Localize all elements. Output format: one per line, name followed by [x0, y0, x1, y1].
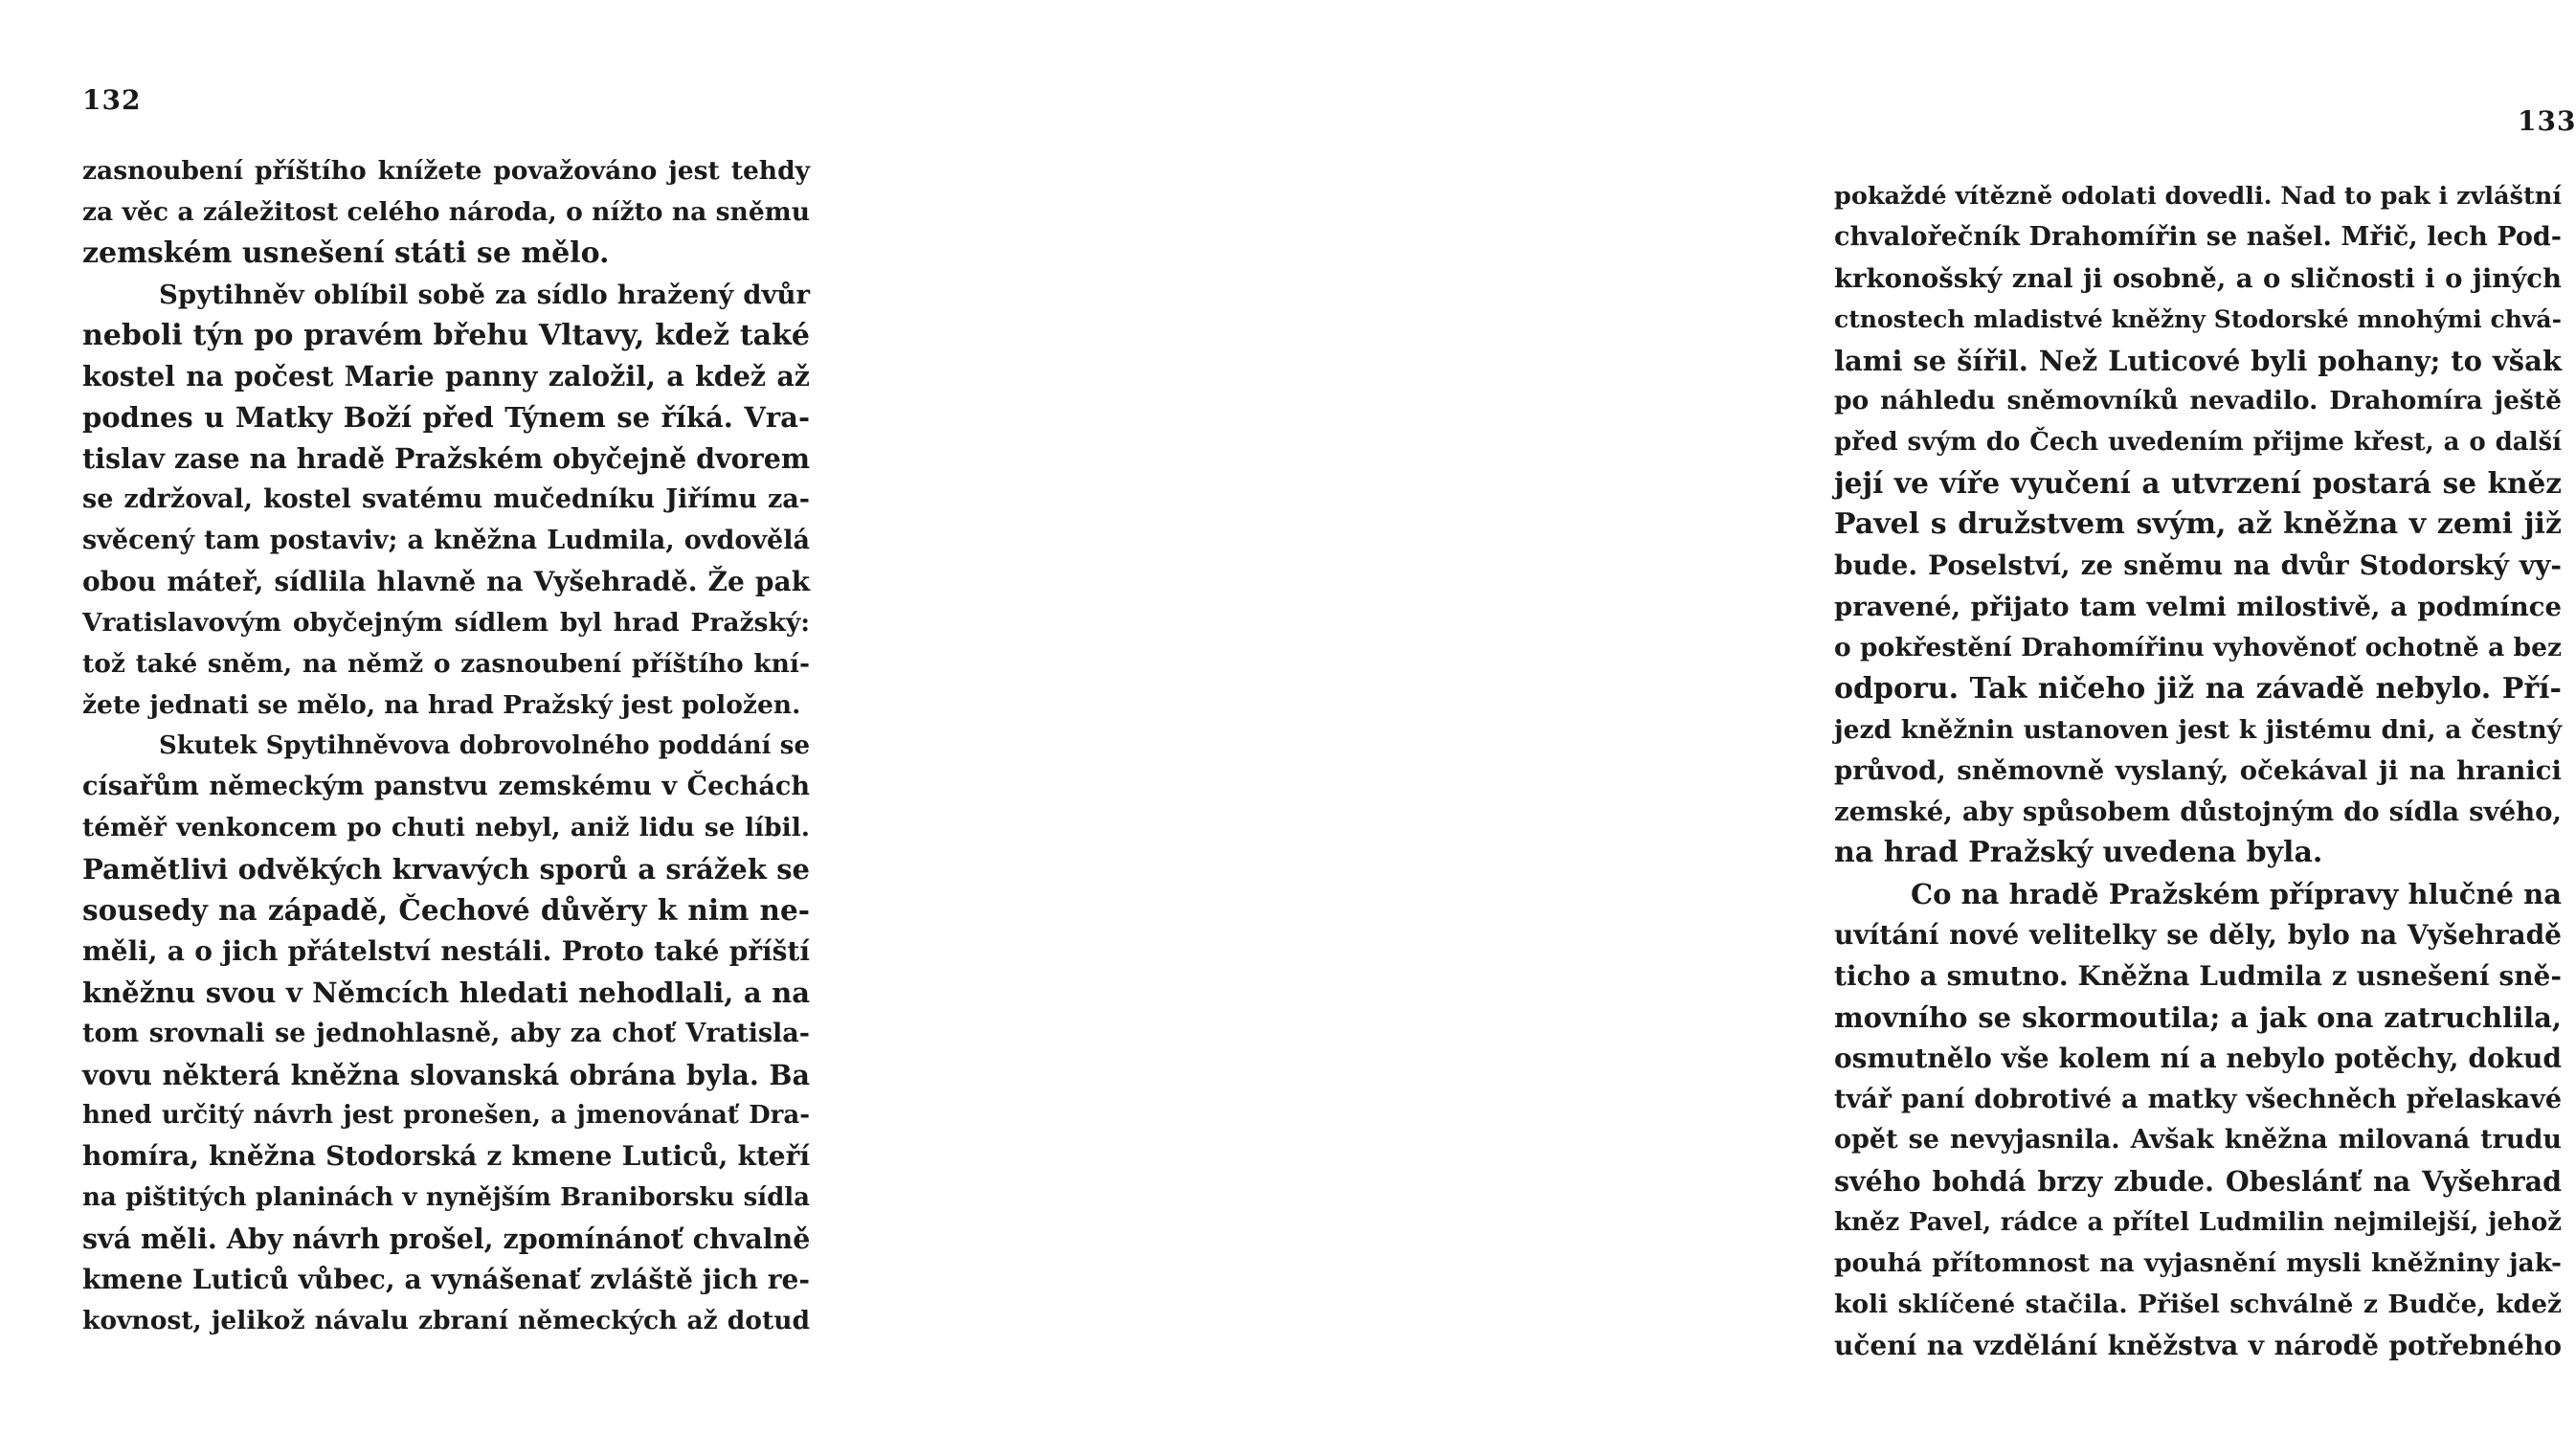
page-number-right: 133 — [2518, 105, 2576, 137]
text-line: ctnostech mladistvé kněžny Stodorské mnohými chvá- — [1834, 304, 2562, 333]
text-line: Pamětlivi odvěkých krvavých sporů a srážek se — [82, 853, 810, 886]
text-line: podnes u Matky Boží před Týnem se říká. Vra- — [82, 401, 810, 435]
text-line: učení na vzdělání kněžstva v národě potřebného — [1834, 1329, 2562, 1361]
text-line: Co na hradě Pražském přípravy hlučné na — [1911, 878, 2562, 911]
text-line: Skutek Spytihněvova dobrovolného poddání se — [159, 731, 810, 761]
text-line: za věc a záležitost celého národa, o nížto na sněmu — [82, 196, 810, 227]
text-line: císařům německým panstvu zemskému v Čechách — [82, 772, 810, 802]
text-line: neboli týn po pravém břehu Vltavy, kdež také — [82, 318, 810, 352]
text-line: osmutnělo vše kolem ní a nebylo potěchy, dokud — [1834, 1042, 2562, 1074]
text-line: měli, a o jich přátelství nestáli. Proto také příští — [82, 934, 810, 967]
text-line: odporu. Tak ničeho již na závadě nebylo. Pří- — [1834, 671, 2562, 706]
text-line: svá měli. Aby návrh prošel, zpomínánoť chvalně — [82, 1223, 811, 1256]
text-line: kovnost, jelikož návalu zbraní německých až dotud — [82, 1305, 810, 1335]
text-line: kmene Luticů vůbec, a vynášenať zvláště jich re- — [82, 1264, 810, 1296]
text-line: na hrad Pražský uvedena byla. — [1834, 836, 2323, 870]
text-line: Pavel s družstvem svým, až kněžna v zemi již — [1834, 507, 2562, 542]
text-line: se zdržoval, kostel svatému mučedníku Jiřímu za- — [82, 484, 810, 515]
text-line: kostel na počest Marie panny založil, a kdež až — [82, 360, 810, 393]
right-page — [873, 0, 2576, 1436]
text-line: jezd kněžnin ustanoven jest k jistému dni, a čestný — [1834, 714, 2562, 745]
text-line: žete jednati se mělo, na hrad Pražský jest položen. — [82, 689, 801, 720]
left-page — [0, 0, 873, 1436]
left-page-body — [82, 151, 810, 1342]
text-line: o pokřestění Drahomířinu vyhověnoť ochotně a bez — [1834, 632, 2562, 662]
text-line: ticho a smutno. Kněžna Ludmila z usnešení sně- — [1834, 959, 2562, 992]
right-page-body — [1834, 176, 2562, 1367]
text-line: krkonošský znal ji osobně, a o sličnosti i o jiných — [1834, 262, 2562, 294]
text-line: lami se šířil. Než Luticové byli pohany; to však — [1834, 344, 2562, 377]
text-line: téměř venkoncem po chuti nebyl, aniž lidu se líbil. — [82, 813, 810, 843]
text-line: její ve víře vyučení a utvrzení postará se kněz — [1834, 466, 2562, 501]
text-line: tom srovnali se jednohlasně, aby za choť Vratisla- — [82, 1018, 810, 1048]
text-line: pokaždé vítězně odolati dovedli. Nad to pak i zvláštní — [1834, 182, 2562, 211]
text-line: tož také sněm, na němž o zasnoubení příštího kní- — [82, 648, 810, 679]
text-line: koli sklíčené stačila. Přišel schválně z Budče, kdež — [1834, 1290, 2562, 1320]
text-line: na pištitých planinách v nynějším Braniborsku sídla — [82, 1183, 810, 1213]
text-line: hned určitý návrh jest pronešen, a jmenovánať Dra- — [82, 1101, 810, 1131]
text-line: movního se skormoutila; a jak ona zatruchlila, — [1834, 1000, 2562, 1034]
page-number-left: 132 — [82, 84, 142, 116]
text-line: zemské, aby spůsobem důstojným do sídla svého, — [1834, 797, 2562, 828]
text-line: bude. Poselství, ze sněmu na dvůr Stodorský vy- — [1834, 550, 2562, 582]
text-line: homíra, kněžna Stodorská z kmene Luticů, kteří — [82, 1140, 810, 1173]
text-line: vovu některá kněžna slovanská obrána byla. Ba — [82, 1058, 810, 1091]
text-line: průvod, sněmovně vyslaný, očekával ji na hranici — [1834, 755, 2562, 787]
text-line: před svým do Čech uvedením přijme křest, a o další — [1834, 428, 2562, 458]
text-line: svého bohdá brzy zbude. Obeslánť na Vyšehrad — [1834, 1165, 2562, 1199]
text-line: Vratislavovým obyčejným sídlem byl hrad Pražský: — [82, 607, 810, 638]
text-line: uvítání nové velitelky se děly, bylo na Vyšehradě — [1834, 919, 2562, 952]
text-line: zasnoubení příštího knížete považováno jest tehdy — [82, 156, 810, 186]
text-line: kněz Pavel, rádce a přítel Ludmilin nejmilejší, jehož — [1834, 1208, 2562, 1238]
text-line: kněžnu svou v Němcích hledati nehodlali, a na — [82, 976, 810, 1009]
text-line: pravené, přijato tam velmi milostivě, a podmínce — [1834, 591, 2562, 622]
text-line: svěcený tam postaviv; a kněžna Ludmila, ovdovělá — [82, 526, 810, 556]
text-line: pouhá přítomnost na vyjasnění mysli kněžniny jak- — [1834, 1248, 2562, 1279]
text-line: Spytihněv oblíbil sobě za sídlo hražený dvůr — [159, 279, 810, 310]
text-line: tvář paní dobrotivé a matky všechněch přelaskavé — [1834, 1084, 2562, 1114]
text-line: sousedy na západě, Čechové důvěry k nim ne- — [82, 893, 810, 928]
text-line: po náhledu sněmovníků nevadilo. Drahomíra ještě — [1834, 386, 2562, 416]
text-line: chvalořečník Drahomířin se našel. Mřič, lech Pod- — [1834, 221, 2562, 252]
text-line: zemském usnešení státi se mělo. — [82, 236, 610, 270]
text-line: obou máteř, sídlila hlavně na Vyšehradě. Že pak — [82, 565, 810, 597]
text-line: opět se nevyjasnila. Avšak kněžna milovaná trudu — [1834, 1125, 2562, 1156]
text-line: tislav zase na hradě Pražském obyčejně dvorem — [82, 442, 810, 476]
